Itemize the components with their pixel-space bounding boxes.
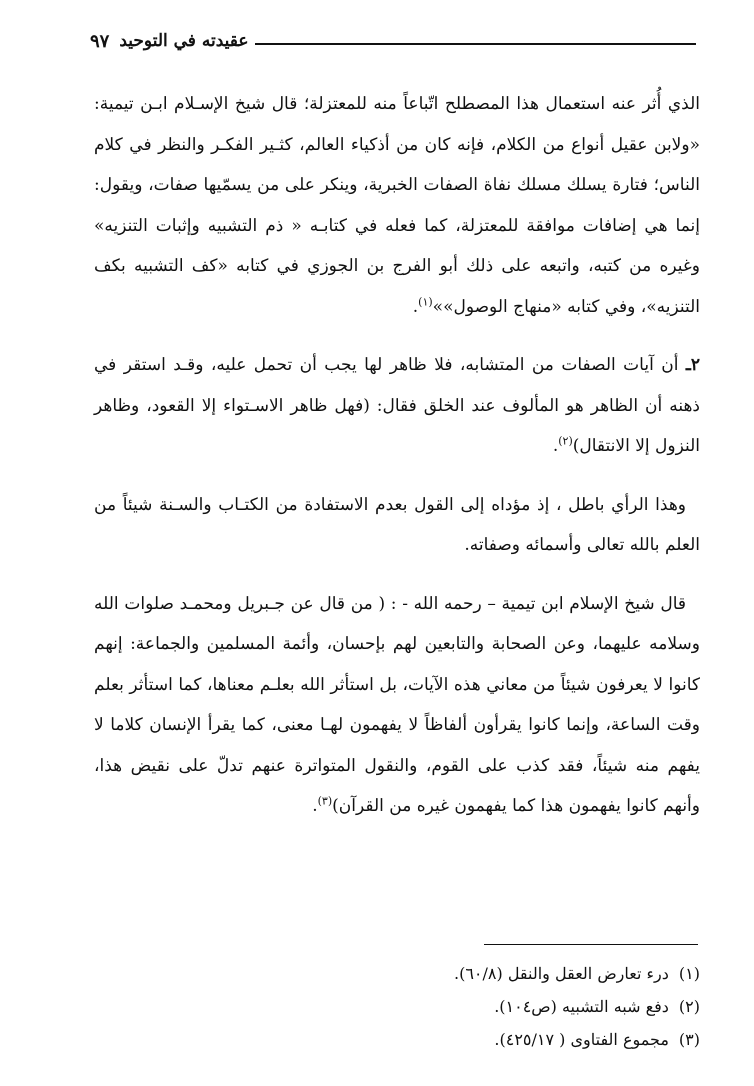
- footnotes: [94, 957, 700, 1056]
- page-number: ٩٧: [90, 30, 110, 52]
- paragraph-4: قال شيخ الإسلام ابن تيمية – رحمه الله - : ( من قال عن جـبريل ومحمـد صلوات الله وسلامه عليهما، وعن الصحابة والتابعين لهم بإحسان، وأئمة المسلمين والجماعة: إنهم كانوا لا يعرفون شيئاً من معاني هذه الآيات، بل استأثر الله بعلـم معناها، كما استأثر بعلم وقت الساعة، وإنما كانوا يقرأون ألفاظاً لا يفهمون لهـا معنى، كما يقرأ الإنسان كلاما لا يفهم منه شيئاً، فقد كذب على القوم، والنقول المتواترة عنهم تدلّ على نقيض هذا، وأنهم كانوا يفهمون هذا كما يفهمون غيره من القرآن)$^{(٣)}$.: [94, 593, 700, 816]
- running-title: عقيدته في التوحيد: [119, 31, 249, 51]
- footnote-text: مجموع الفتاوى ( ٤٢٥/١٧).: [494, 1030, 669, 1049]
- footnote-1: [94, 957, 700, 990]
- list-number-2: ٢ـ: [685, 355, 701, 375]
- paragraph-1-text: الذي أُثر عنه استعمال هذا المصطلح اتّباعاً منه للمعتزلة؛ قال شيخ الإسـلام ابـن تيمية: «ولابن عقيل أنواع من الكلام، فإنه كان من أذكياء العالم، كثـير الفكـر والنظر في كلام الناس؛ فتارة يسلك مسلك نفاة الصفات الخبرية، وينكر على من يسمّيها صفات، ويقول: إنما هي إضافات موافقة للمعتزلة، كما فعله في كتابـه « ذم التشبيه وإثبات التنزيه» وغيره من كتبه، واتبعه على ذلك أبو الفرج بن الجوزي في كتابه «كف التشبيه بكف التنزيه»، وفي كتابه «منهاج الوصول»»: [94, 94, 700, 317]
- paragraph-3-text: وهذا الرأي باطل ، إذ مؤداه إلى القول بعدم الاستفادة من الكتـاب والسـنة شيئاً من العلم بالله تعالى وأسمائه وصفاته.: [94, 494, 700, 555]
- body-text: [94, 84, 700, 845]
- footnote-2: [94, 990, 700, 1023]
- running-header: [90, 28, 696, 54]
- footnote-ref-1: (١): [418, 294, 433, 308]
- footnote-text: دفع شبه التشبيه (ص١٠٤).: [494, 997, 669, 1016]
- footnote-mark: (٣): [678, 1030, 700, 1049]
- footnote-3: [94, 1023, 700, 1056]
- paragraph-3: [94, 485, 700, 566]
- footnote-separator: [484, 944, 698, 945]
- footnote-ref-2: (٢): [558, 434, 573, 448]
- footnote-ref-3: (٣): [317, 794, 333, 808]
- paragraph-2-text: أن آيات الصفات من المتشابه، فلا ظاهر لها يجب أن تحمل عليه، وقـد استقر في ذهنه أن الظاهر هو المألوف عند الخلق فقال: (فهل ظاهر الاسـتواء إلا القعود، وظاهر النزول إلا الانتقال): [94, 355, 700, 456]
- paragraph-1: الذي أُثر عنه استعمال هذا المصطلح اتّباعاً منه للمعتزلة؛ قال شيخ الإسـلام ابـن تيمية: «ولابن عقيل أنواع من الكلام، فإنه كان من أذكياء العالم، كثـير الفكـر والنظر في كلام الناس؛ فتارة يسلك مسلك نفاة الصفات الخبرية، وينكر على من يسمّيها صفات، ويقول: إنما هي إضافات موافقة للمعتزلة، كما فعله في كتابـه « ذم التشبيه وإثبات التنزيه» وغيره من كتبه، واتبعه على ذلك أبو الفرج بن الجوزي في كتابه «كف التشبيه بكف التنزيه»، وفي كتابه «منهاج الوصول»»$^{(١)}$.: [94, 94, 700, 317]
- paragraph-2: ٢ـ أن آيات الصفات من المتشابه، فلا ظاهر لها يجب أن تحمل عليه، وقـد استقر في ذهنه أن الظاهر هو المألوف عند الخلق فقال: (فهل ظاهر الاسـتواء إلا القعود، وظاهر النزول إلا الانتقال)$^{(٢)}$.: [94, 355, 701, 456]
- paragraph-4-text: قال شيخ الإسلام ابن تيمية – رحمه الله - : ( من قال عن جـبريل ومحمـد صلوات الله وسلامه عليهما، وعن الصحابة والتابعين لهم بإحسان، وأئمة المسلمين والجماعة: إنهم كانوا لا يعرفون شيئاً من معاني هذه الآيات، بل استأثر الله بعلـم معناها، كما استأثر بعلم وقت الساعة، وإنما كانوا يقرأون ألفاظاً لا يفهمون لهـا معنى، كما يقرأ الإنسان كلاما لا يفهم منه شيئاً، فقد كذب على القوم، والنقول المتواترة عنهم تدلّ على نقيض هذا، وأنهم كانوا يفهمون هذا كما يفهمون غيره من القرآن): [94, 593, 700, 816]
- header-rule: [255, 43, 697, 45]
- footnote-mark: (١): [678, 964, 700, 983]
- footnote-mark: (٢): [678, 997, 700, 1016]
- footnote-text: درء تعارض العقل والنقل (٦٠/٨).: [453, 964, 669, 983]
